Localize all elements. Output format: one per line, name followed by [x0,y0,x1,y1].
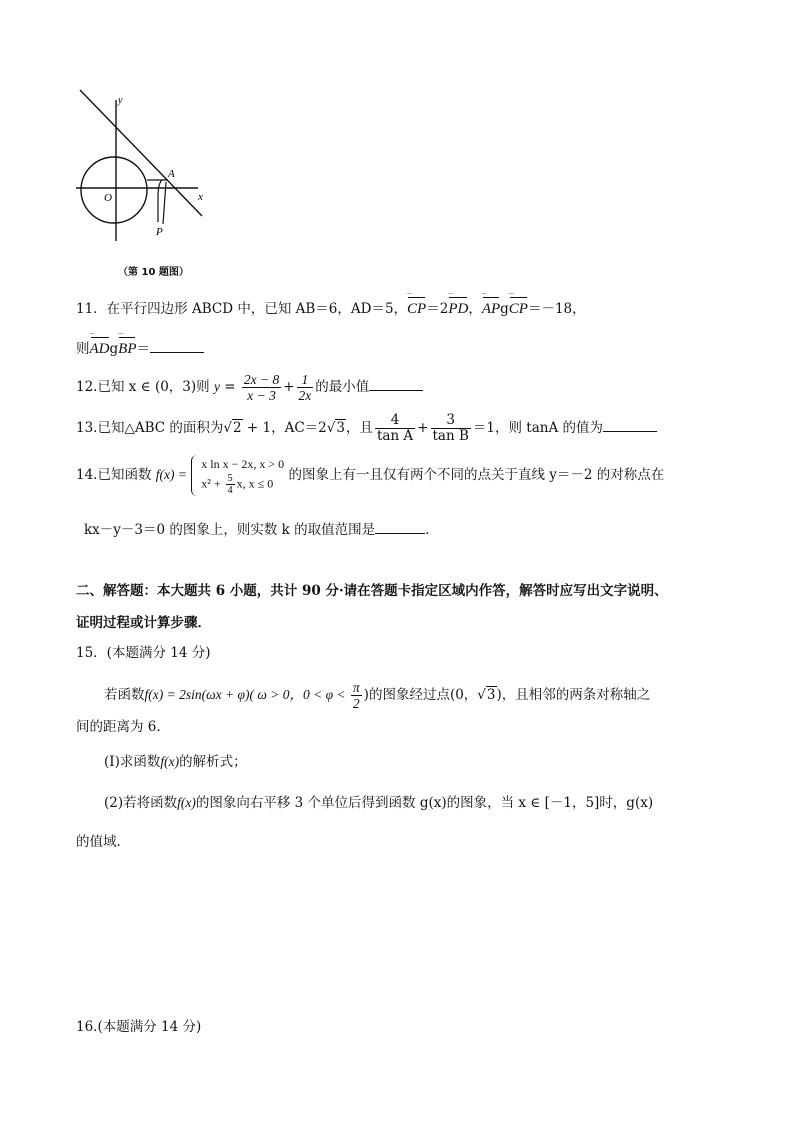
fraction-2: $\frac{1}{2x}$ [298,372,312,403]
answer-blank-12[interactable] [369,376,423,391]
question-11-line-1: 11．在平行四边形 ABCD 中，已知 AB＝6，AD＝5，CP ‾‾‾＝2PD ‾‾‾，AP ‾‾‾gCP ‾‾‾＝－18， [76,299,586,319]
vector-bp: BP ‾‾‾ [118,339,136,359]
piecewise-function: x ln x − 2x, x > 0 x² + $\frac{5}{4}$ x, x ≤ 0 [191,455,284,496]
question-15-header: 15．(本题满分 14 分) [76,645,211,661]
question-12: 12.已知 x ∈ (0，3)则 y = $\frac{2x - 8}{x - 3}$ + $\frac{1}{2x}$ 的最小值 [76,372,423,403]
figure-problem-10 [70,86,220,256]
question-16-header: 16.(本题满分 14 分) [76,1019,202,1035]
sqrt-3: √3 [326,420,345,436]
fraction-1: $\frac{2x - 8}{x - 3}$ [243,372,280,403]
vector-cp-2: CP ‾‾‾ [509,299,528,319]
question-15-part-1: (I)求函数f(x)的解析式； [104,754,247,770]
circle-o [81,157,147,223]
answer-blank-14[interactable] [375,519,425,534]
vector-cp: CP ‾‾‾ [407,299,426,319]
question-15-part-2-line-1: (2)若将函数f(x)的图象向右平移 3 个单位后得到函数 g(x)的图象，当 x ∈ [－1，5]时，g(x) [104,795,654,811]
answer-blank-11[interactable] [150,338,204,353]
question-15-part-2-line-2: 的值域． [76,834,130,850]
label-o: O [104,192,112,204]
fraction-4-tanA: $\frac{4}{\text{tan A}}$ [376,412,414,444]
vector-pd: PD ‾‾‾ [448,299,468,319]
figure-caption: （第 10 题图） [118,267,189,278]
question-14-line-2: kx－y－3＝0 的图象上，则实数 k 的取值范围是 . [84,519,429,540]
question-11-line-2: 则AD ‾‾‾gBP ‾‾‾＝ [76,338,204,359]
answer-blank-13[interactable] [603,417,657,432]
question-13: 13.已知△ABC 的面积为√2 + 1，AC＝2√3，且 $\frac{4}{\text{tan A}}$ + $\frac{3}{\text{tan B}}$ ＝1，则 tanA 的值为 [76,413,657,444]
label-x: x [198,191,203,203]
question-15-body-line-1: 若函数f(x) = 2sin(ωx + φ)( ω > 0，0 < φ < $\frac{\pi}{2}$ )的图象经过点(0，√3)，且相邻的两条对称轴之 [104,680,651,711]
sqrt-2: √2 [223,420,242,436]
label-p: P [156,226,163,238]
fraction-pi-2: $\frac{\pi}{2}$ [352,680,360,711]
vector-ad: AD ‾‾‾ [90,339,110,359]
label-a: A [168,168,175,180]
fraction-3-tanB: $\frac{3}{\text{tan B}}$ [432,412,469,444]
tangent-line [80,90,202,216]
section-2-header-line-1: 二、解答题：本大题共 6 小题，共计 90 分·请在答题卡指定区域内作答，解答时应写出文字说明、 [76,583,668,599]
label-y: y [118,95,123,106]
question-14-line-1: 14.已知函数 f(x) = x ln x − 2x, x > 0 x² + $\frac{5}{4}$ x, x ≤ 0 的图象上有一且仅有两个不同的点关于直线 y＝－2 的对称点在 [76,457,665,496]
question-15-body-line-2: 间的距离为 6. [76,719,161,735]
vector-ap: AP ‾‾‾ [482,299,500,319]
section-2-header-line-2: 证明过程或计算步骤． [76,615,211,631]
sqrt-3-point: √3 [477,687,496,703]
